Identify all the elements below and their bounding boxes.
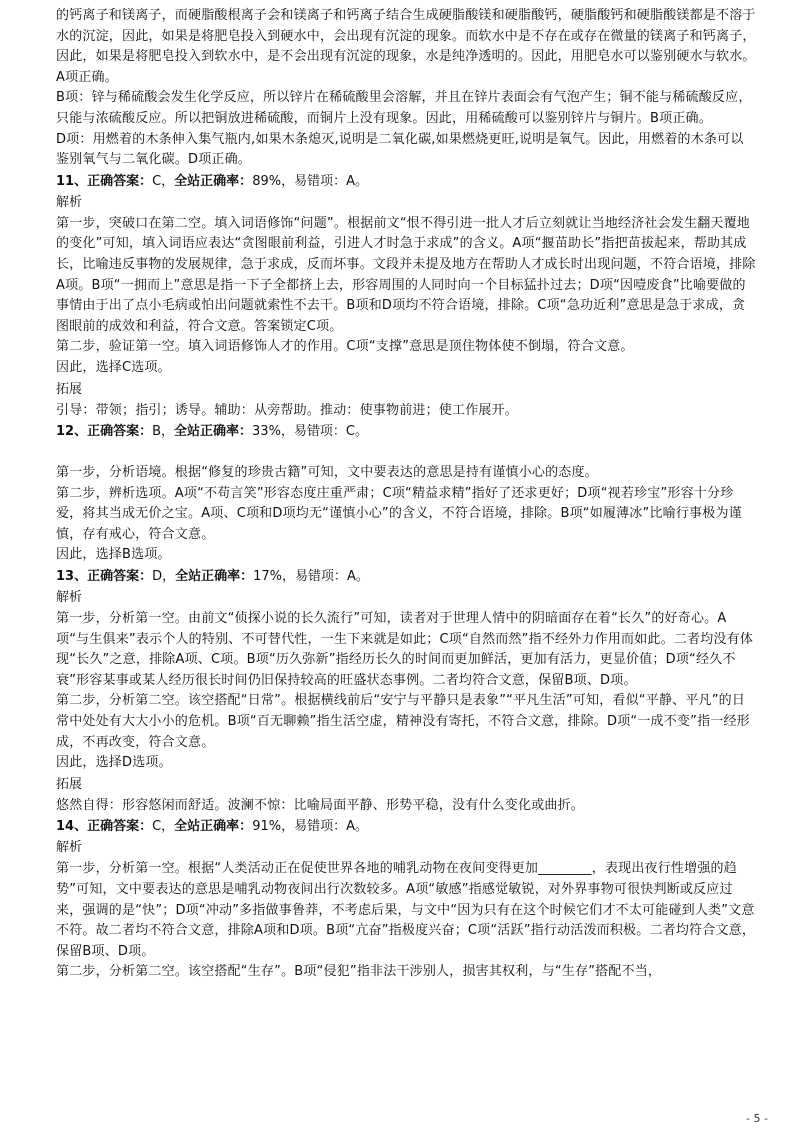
answer-line xyxy=(56,171,756,192)
section-label: 解析 xyxy=(56,590,83,606)
answer-line xyxy=(56,421,756,442)
accuracy-value: 89%，易错项：A。 xyxy=(252,173,368,189)
paragraph: 第一步，分析第一空。根据“人类活动正在促使世界各地的哺乳动物在夜间变得更加________，表现出夜行性增强的趋势”可知，文中要表达的意思是哺乳动物夜间出行次数较多。A项“敏感”指感觉敏锐，对外界事物可很快判断或反应过来，强调的是“快”；D项“冲动”多指做事鲁莽，不考虑后果，与文中“因为只有在这个时候它们才不太可能碰到人类”文意不符。故二者均不符合文意，排除A项和D项。B项“亢奋”指极度兴奋；C项“活跃”指行动活泼而积极。二者均符合文意，保留B项、D项。 xyxy=(56,861,756,959)
accuracy-value: 91%，易错项：A。 xyxy=(252,819,368,835)
accuracy-value: 17%，易错项：A。 xyxy=(253,569,369,585)
accuracy-label: 全站正确率： xyxy=(174,424,253,440)
paragraph: 第一步，突破口在第二空。填入词语修饰“问题”。根据前文“恨不得引进一批人才后立刻就让当地经济社会发生翻天覆地的变化”可知，填入词语应表达“贪图眼前利益，引进人才时急于求成”的含义。A项“揠苗助长”指把苗拔起来，帮助其成长，比喻违反事物的发展规律，急于求成，反而坏事。文段并未提及地方在帮助人才成长时出现问题，不符合语境，排除A项。B项“一拥而上”意思是指一下子全都挤上去，形容周围的人同时向一个目标猛扑过去；D项“因噎废食”比喻要做的事情由于出了点小毛病或怕出问题就索性不去干。B项和D项均不符合语境，排除。C项“急功近利”意思是急于求成，贪图眼前的成效和利益，符合文意。答案锁定C项。 xyxy=(56,215,756,334)
paragraph: 的钙离子和镁离子，而硬脂酸根离子会和镁离子和钙离子结合生成硬脂酸镁和硬脂酸钙，硬脂酸钙和硬脂酸镁都是不溶于水的沉淀，因此，如果是将肥皂投入到硬水中，会出现有沉淀的现象。而软水中是不存在或存在微量的镁离子和钙离子，因此，如果是将肥皂投入到软水中，是不会出现有沉淀的现象，水是纯净透明的。因此，用肥皂水可以鉴别硬水与软水。A项正确。 xyxy=(56,8,756,85)
paragraph: 因此，选择C选项。 xyxy=(56,359,171,375)
answer-value: B， xyxy=(152,424,175,440)
paragraph: 因此，选择B选项。 xyxy=(56,547,171,563)
answer-value: D， xyxy=(152,569,176,585)
section-label: 解析 xyxy=(56,194,83,210)
paragraph: 第一步，分析第一空。由前文“侦探小说的长久流行”可知，读者对于世理人情中的阴暗面存在着“长久”的好奇心。A项“与生俱来”表示个人的特别、不可替代性，一生下来就是如此；C项“自然而然”指不经外力作用而如此。二者均没有体现“长久”之意，排除A项、C项。B项“历久弥新”指经历长久的时间而更加鲜活，更加有活力，更显价值；D项“经久不衰”形容某事或某人经历很长时间仍旧保持较高的旺盛状态事例。二者均符合文意，保留B项、D项。 xyxy=(56,611,754,688)
answer-number: 12、正确答案： xyxy=(56,424,153,440)
accuracy-label: 全站正确率： xyxy=(174,173,253,189)
section-label: 解析 xyxy=(56,840,83,856)
paragraph: 因此，选择D选项。 xyxy=(56,755,172,771)
document-body xyxy=(56,6,756,983)
paragraph: B项：锌与稀硫酸会发生化学反应，所以锌片在稀硫酸里会溶解，并且在锌片表面会有气泡产生；铜不能与稀硫酸反应，只能与浓硫酸反应。所以把铜放进稀硫酸，而铜片上没有现象。因此，用稀硫酸可以鉴别锌片与铜片。B项正确。 xyxy=(56,90,752,126)
answer-value: C， xyxy=(152,819,175,835)
answer-number: 14、正确答案： xyxy=(56,819,153,835)
paragraph: 第二步，辨析选项。A项“不苟言笑”形容态度庄重严肃；C项“精益求精”指好了还求更好；D项“视若珍宝”形容十分珍爱，将其当成无价之宝。A项、C项和D项均无“谨慎小心”的含义，不符合语境，排除。B项“如履薄冰”比喻行事极为谨慎，存有戒心，符合文意。 xyxy=(56,485,742,542)
paragraph: 引导：带领；指引；诱导。辅助：从旁帮助。推动：使事物前进；使工作展开。 xyxy=(56,402,519,418)
paragraph: D项：用燃着的木条伸入集气瓶内,如果木条熄灭,说明是二氧化碳,如果燃烧更旺,说明是氧气。因此，用燃着的木条可以鉴别氧气与二氧化碳。D项正确。 xyxy=(56,131,744,168)
accuracy-value: 33%，易错项：C。 xyxy=(252,424,369,440)
paragraph: 第二步，验证第一空。填入词语修饰人才的作用。C项“支撑”意思是顶住物体使不倒塌，符合文意。 xyxy=(56,339,634,355)
paragraph: 第一步，分析语境。根据“修复的珍贵古籍”可知，文中要表达的意思是持有谨慎小心的态度。 xyxy=(56,465,598,481)
page-number: - 5 - xyxy=(746,1112,768,1125)
accuracy-label: 全站正确率： xyxy=(175,569,254,585)
answer-line xyxy=(56,816,756,837)
paragraph: 悠然自得：形容悠闲而舒适。波澜不惊：比喻局面平静、形势平稳，没有什么变化或曲折。 xyxy=(56,797,585,813)
answer-value: C， xyxy=(152,173,175,189)
answer-number: 13、正确答案： xyxy=(56,569,153,585)
paragraph: 第二步，分析第二空。该空搭配“日常”。根据横线前后“安宁与平静只是表象”“平凡生活”可知，看似“平静、平凡”的日常中处处有大大小小的危机。B项“百无聊赖”指生活空虚，精神没有寄托，不符合文意，排除。D项“一成不变”指一经形成，不再改变，符合文意。 xyxy=(56,693,750,750)
answer-number: 11、正确答案： xyxy=(56,173,153,189)
section-label: 拓展 xyxy=(56,776,83,792)
answer-line xyxy=(56,566,756,587)
blank-line xyxy=(56,442,756,463)
paragraph: 第二步，分析第二空。该空搭配“生存”。B项“侵犯”指非法干涉别人，损害其权利，与“生存”搭配不当， xyxy=(56,964,662,980)
accuracy-label: 全站正确率： xyxy=(174,819,253,835)
section-label: 拓展 xyxy=(56,381,83,397)
